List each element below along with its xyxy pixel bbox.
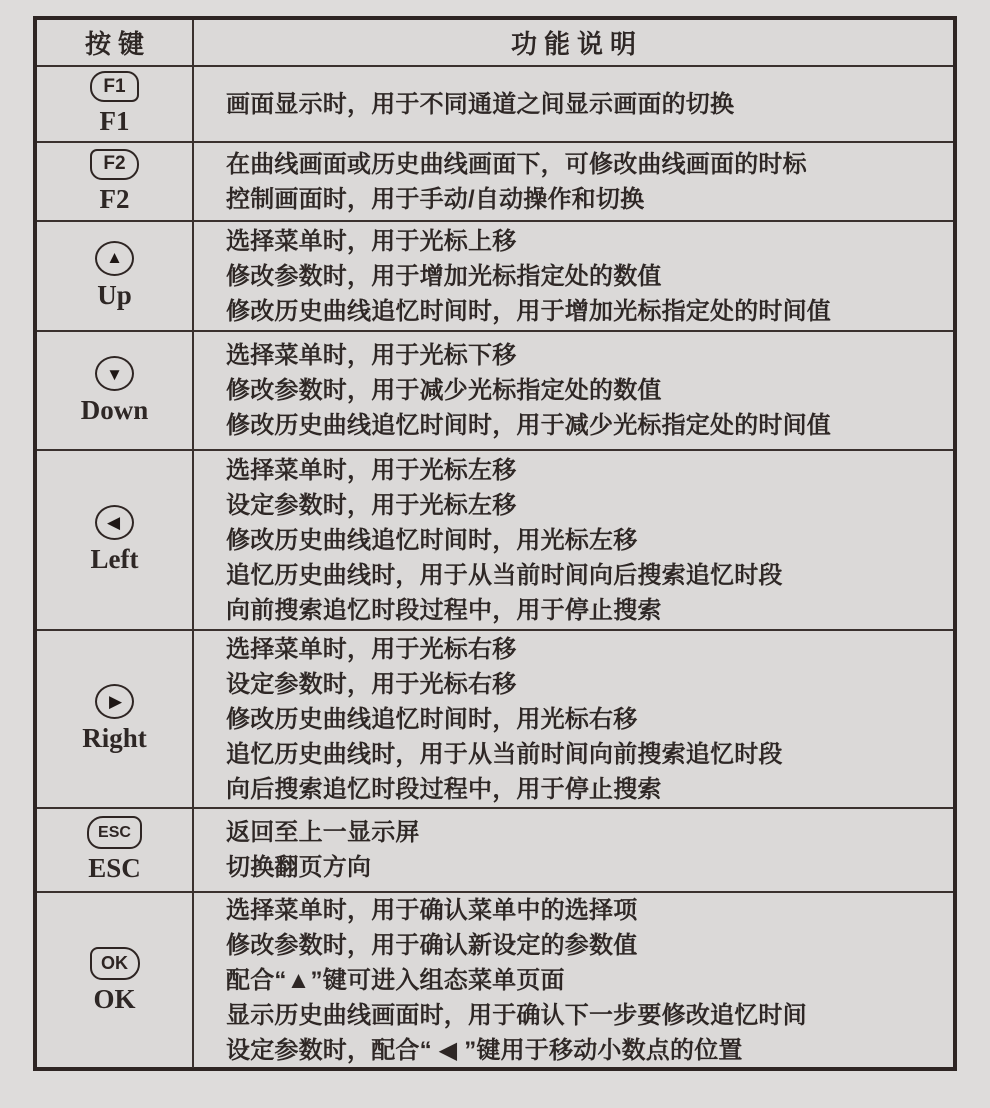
table-row-ok	[37, 891, 953, 1068]
description-line: 在曲线画面或历史曲线画面下，可修改曲线画面的时标	[226, 150, 807, 178]
header-key-label: 按键	[84, 29, 151, 59]
description-line: 修改历史曲线追忆时间时，用于增加光标指定处的时间值	[226, 297, 831, 325]
description-line: 选择菜单时，用于光标左移	[226, 456, 517, 484]
description-line: 选择菜单时，用于光标下移	[226, 342, 517, 369]
f2-keycap-icon	[90, 149, 139, 180]
f1-description-cell	[194, 67, 953, 141]
ok-keycap-text: OK	[101, 952, 128, 973]
left-key-cell	[37, 451, 194, 629]
f1-keycap-icon	[90, 71, 139, 102]
esc-keycap-text: ESC	[98, 823, 131, 841]
table-row-down	[37, 330, 953, 449]
left-triangle-icon: ◀	[106, 513, 121, 533]
f2-keycap-text: F2	[103, 153, 126, 175]
down-key-label: Down	[80, 394, 149, 425]
up-key-cell	[37, 222, 194, 330]
description-line: 修改历史曲线追忆时间时，用光标左移	[226, 526, 638, 554]
f1-key-label: F1	[99, 106, 130, 137]
table-row-f2	[37, 141, 953, 220]
up-arrow-key-icon	[95, 241, 134, 276]
description-line: 设定参数时，用于光标右移	[226, 670, 517, 698]
f2-key-label: F2	[99, 183, 130, 214]
up-triangle-icon: ▲	[106, 248, 123, 268]
header-function-label: 功能说明	[510, 29, 643, 59]
right-arrow-key-icon	[95, 684, 134, 719]
description-line: 追忆历史曲线时，用于从当前时间向后搜索追忆时段	[226, 561, 783, 589]
f2-key-cell	[37, 143, 194, 220]
up-key-label: Up	[97, 280, 132, 311]
up-description-cell	[194, 222, 953, 330]
description-line: 控制画面时，用于手动/自动操作和切换	[226, 185, 645, 213]
table-row-esc	[37, 807, 953, 891]
description-line: 显示历史曲线画面时，用于确认下一步要修改追忆时间	[226, 1002, 807, 1029]
right-triangle-icon: ▶	[108, 692, 123, 712]
table-row-up	[37, 220, 953, 330]
description-line: 返回至上一显示屏	[226, 819, 420, 846]
esc-keycap-icon	[87, 816, 142, 849]
left-description-cell	[194, 451, 953, 629]
esc-key-cell	[37, 809, 194, 891]
ok-keycap-icon	[90, 947, 140, 980]
ok-description-cell	[194, 893, 953, 1068]
description-line: 配合“▲”键可进入组态菜单页面	[226, 967, 565, 994]
f2-description-cell	[194, 143, 953, 220]
table-header-row	[37, 20, 953, 65]
key-function-table	[33, 16, 957, 1071]
description-line: 选择菜单时，用于光标右移	[226, 635, 517, 663]
description-line: 选择菜单时，用于确认菜单中的选择项	[226, 897, 638, 924]
down-key-cell	[37, 332, 194, 449]
description-line: 追忆历史曲线时，用于从当前时间向前搜索追忆时段	[226, 740, 783, 768]
header-key-column	[37, 20, 194, 65]
description-line: 修改参数时，用于减少光标指定处的数值	[226, 377, 662, 404]
header-function-column	[194, 20, 953, 65]
description-line: 向前搜索追忆时段过程中，用于停止搜索	[226, 596, 662, 624]
ok-key-cell	[37, 893, 194, 1068]
description-line: 修改历史曲线追忆时间时，用于减少光标指定处的时间值	[226, 412, 831, 439]
description-line: 修改历史曲线追忆时间时，用光标右移	[226, 705, 638, 733]
left-arrow-key-icon	[95, 505, 134, 540]
esc-description-cell	[194, 809, 953, 891]
down-description-cell	[194, 332, 953, 449]
description-line: 画面显示时，用于不同通道之间显示画面的切换	[226, 90, 735, 118]
right-key-label: Right	[82, 723, 147, 754]
left-key-label: Left	[90, 544, 139, 575]
description-line: 设定参数时，用于光标左移	[226, 491, 517, 519]
table-row-f1	[37, 65, 953, 141]
f1-keycap-text: F1	[103, 75, 126, 97]
down-triangle-icon: ▼	[106, 364, 123, 384]
ok-key-label: OK	[93, 983, 136, 1014]
esc-key-label: ESC	[88, 853, 141, 884]
description-line: 设定参数时，配合“ ◀ ”键用于移动小数点的位置	[226, 1037, 743, 1064]
description-line: 向后搜索追忆时段过程中，用于停止搜索	[226, 775, 662, 803]
table-row-right	[37, 629, 953, 807]
description-line: 修改参数时，用于确认新设定的参数值	[226, 932, 638, 959]
table-row-left	[37, 449, 953, 629]
description-line: 选择菜单时，用于光标上移	[226, 227, 517, 255]
right-key-cell	[37, 631, 194, 807]
down-arrow-key-icon	[95, 356, 134, 391]
right-description-cell	[194, 631, 953, 807]
description-line: 修改参数时，用于增加光标指定处的数值	[226, 262, 662, 290]
f1-key-cell	[37, 67, 194, 141]
description-line: 切换翻页方向	[226, 854, 372, 881]
